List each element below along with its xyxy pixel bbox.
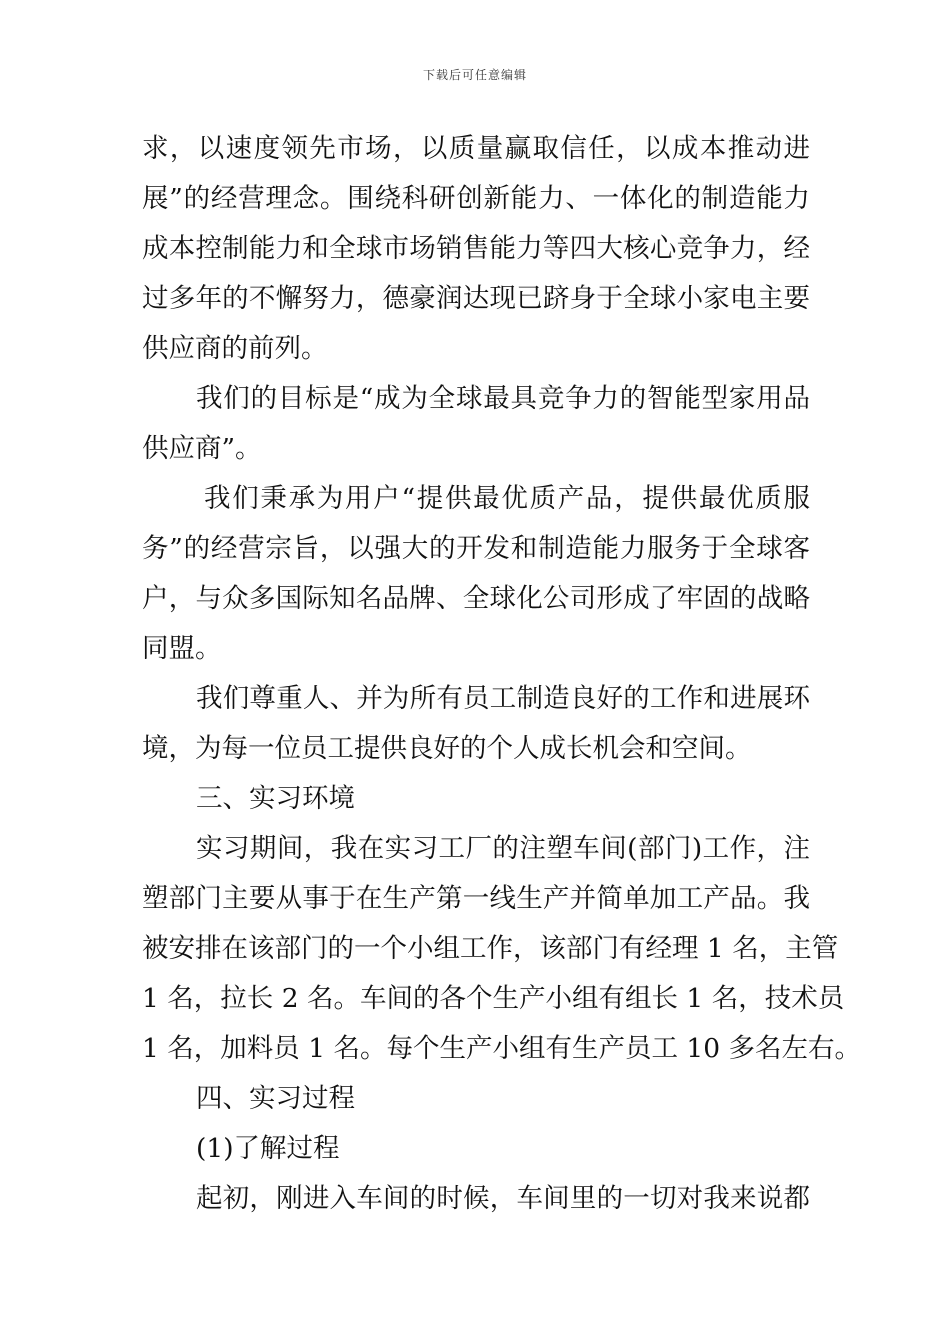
text-line: 同盟。 (142, 633, 222, 664)
section-heading: 三、实习环境 (196, 783, 355, 814)
text-line: 我们的目标是“成为全球最具竞争力的智能型家用品 (196, 383, 810, 414)
text-line: 过多年的不懈努力，德豪润达现已跻身于全球小家电主要 (142, 283, 810, 314)
text-line: 务”的经营宗旨，以强大的开发和制造能力服务于全球客 (142, 533, 810, 564)
text-line: 1 名，加料员 1 名。每个生产小组有生产员工 10 多名左右。 (142, 1033, 862, 1064)
text-line: 1 名，拉长 2 名。车间的各个生产小组有组长 1 名，技术员 (142, 983, 845, 1014)
text-line: 实习期间，我在实习工厂的注塑车间(部门)工作，注 (196, 833, 810, 864)
text-line: 成本控制能力和全球市场销售能力等四大核心竞争力，经 (142, 233, 810, 264)
text-line: 境，为每一位员工提供良好的个人成长机会和空间。 (142, 733, 752, 764)
section-heading: 四、实习过程 (196, 1083, 355, 1114)
text-line: 我们秉承为用户“提供最优质产品，提供最优质服 (204, 483, 810, 514)
text-line: 户，与众多国际知名品牌、全球化公司形成了牢固的战略 (142, 583, 810, 614)
text-line: 起初，刚进入车间的时候，车间里的一切对我来说都 (196, 1183, 810, 1214)
text-line: 供应商”。 (142, 433, 262, 464)
text-line: 我们尊重人、并为所有员工制造良好的工作和进展环 (196, 683, 810, 714)
text-line: 展”的经营理念。围绕科研创新能力、一体化的制造能力 (142, 183, 810, 214)
text-line: 被安排在该部门的一个小组工作，该部门有经理 1 名，主管 (142, 933, 839, 964)
text-line: 塑部门主要从事于在生产第一线生产并简单加工产品。我 (142, 883, 810, 914)
page-header: 下载后可任意编辑 (422, 68, 527, 82)
document-body (142, 124, 862, 1224)
text-line: 供应商的前列。 (142, 333, 328, 364)
subsection-heading: (1)了解过程 (196, 1133, 340, 1164)
text-line: 求，以速度领先市场，以质量赢取信任，以成本推动进 (142, 133, 810, 164)
